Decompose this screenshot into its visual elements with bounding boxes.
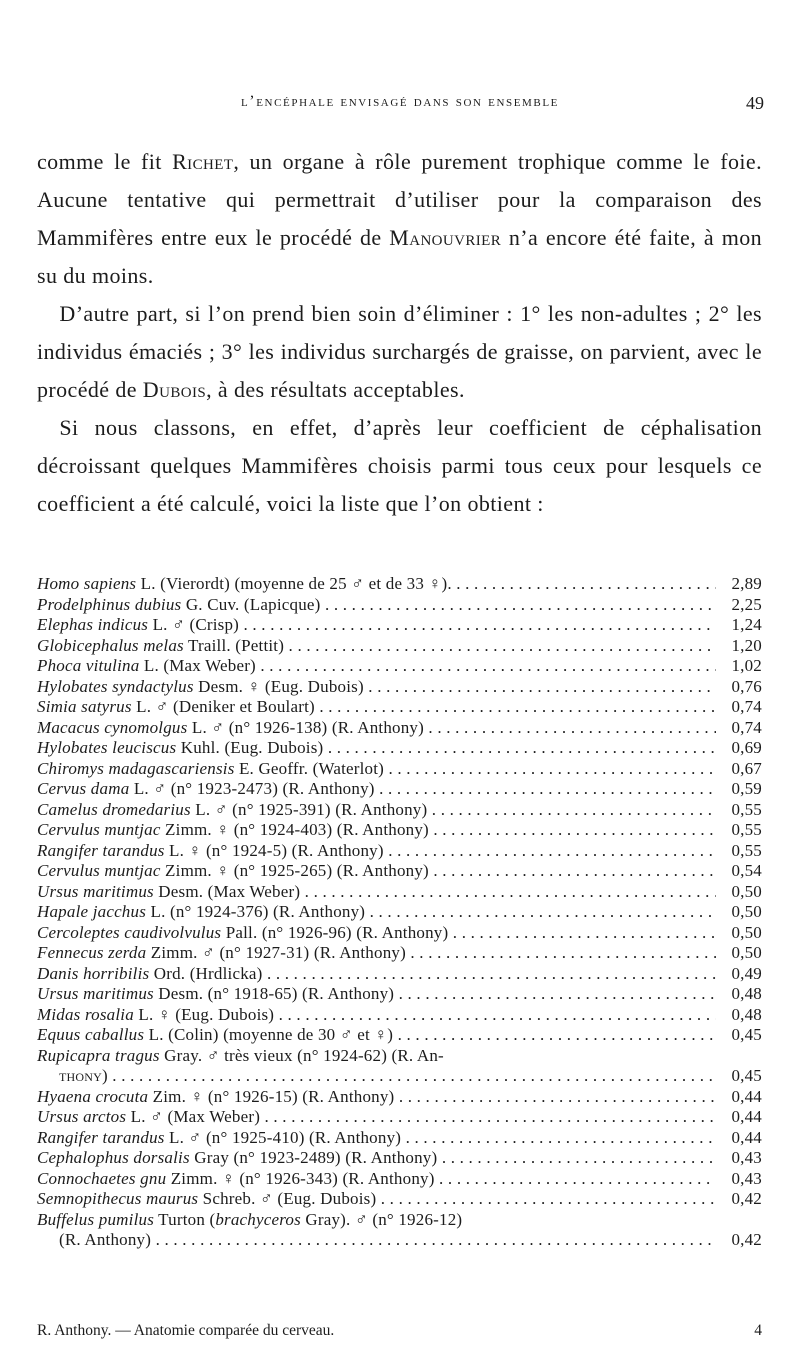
entry-details: Desm. (Max Weber) — [153, 881, 301, 901]
entry-details: L. ♂ (Crisp) — [148, 615, 240, 634]
coefficient-value: 1,24 — [731, 615, 762, 634]
list-item — [37, 820, 762, 841]
species-list — [37, 574, 762, 1251]
coefficient-value: 0,54 — [731, 861, 762, 880]
species-name: Hylobates syndactylus — [37, 676, 194, 696]
list-item — [37, 779, 762, 800]
entry-details: L. (n° 1924-376) (R. Anthony) — [146, 902, 366, 921]
coefficient-value: 0,42 — [731, 1230, 762, 1249]
species-name: Hyaena crocuta — [37, 1086, 149, 1106]
running-header — [0, 93, 800, 133]
list-item — [37, 800, 762, 821]
entry-details: G. Cuv. (Lapicque) — [181, 594, 321, 614]
species-name: Buffelus pumilus — [37, 1209, 155, 1229]
species-name: Hapale jacchus — [37, 902, 147, 921]
entry-details: L. ♂ (n° 1926-138) (R. Anthony) — [187, 717, 424, 737]
list-item — [37, 1005, 762, 1026]
species-name: Chiromys madagascariensis — [37, 758, 235, 778]
coefficient-value: 0,43 — [731, 1168, 762, 1188]
list-item — [37, 595, 762, 616]
entry-details: Desm. ♀ (Eug. Dubois) — [193, 676, 364, 696]
coefficient-value: 0,43 — [731, 1148, 762, 1167]
species-name: Cervus dama — [37, 779, 130, 798]
entry-details: Traill. (Pettit) — [183, 635, 285, 655]
species-name: Rangifer tarandus — [37, 840, 165, 860]
coefficient-value: 0,44 — [731, 1127, 762, 1147]
entry-details: Desm. (n° 1918-65) (R. Anthony) — [153, 984, 395, 1003]
coefficient-value: 0,42 — [731, 1189, 762, 1208]
coefficient-value: 0,55 — [731, 820, 762, 839]
list-item — [37, 636, 762, 657]
species-list-part-b — [37, 1087, 762, 1210]
species-name: Globicephalus melas — [37, 635, 184, 655]
paragraph-3: Si nous classons, en effet, d’après leur coefficient de céphalisation décroissant quelques Mammifères choisis parmi tous ceux pour lesquels ce coefficient a été calculé, voici la liste que l’on obtient : — [37, 415, 762, 516]
list-item — [37, 984, 762, 1005]
list-item — [37, 1087, 762, 1108]
author-name: Richet — [172, 149, 234, 174]
entry-details: Pall. (n° 1926-96) (R. Anthony) — [221, 922, 449, 942]
paragraph-1: comme le fit Richet, un organe à rôle purement trophique comme le foie. Aucune tentative qui permettrait d’utiliser pour la comparaison des Mammifères entre eux le procédé de Manouvrier n’a encore été faite, à mon su du moins. — [37, 149, 763, 288]
coefficient-value: 0,74 — [731, 697, 762, 716]
list-item — [37, 718, 762, 739]
entry-details: L. (Colin) (moyenne de 30 ♂ et ♀) — [144, 1025, 394, 1044]
list-item — [37, 882, 762, 903]
coefficient-value: 1,02 — [731, 656, 762, 675]
entry-details: L. ♂ (n° 1923-2473) (R. Anthony) — [129, 779, 375, 798]
entry-continuation: (R. Anthony) . . . — [59, 1230, 716, 1251]
list-item — [37, 943, 762, 964]
entry-details: Zimm. ♀ (n° 1925-265) (R. Anthony) — [160, 861, 429, 880]
list-item — [37, 1189, 762, 1210]
list-item — [37, 1107, 762, 1128]
species-name: Cercoleptes caudivolvulus — [37, 922, 222, 942]
coefficient-value: 0,45 — [731, 1066, 762, 1085]
list-item — [37, 677, 762, 698]
entry-details: Schreb. ♂ (Eug. Dubois) — [198, 1189, 377, 1208]
entry-details: L. (Max Weber) — [139, 656, 256, 675]
entry-details: Zimm. ♂ (n° 1927-31) (R. Anthony) — [146, 943, 406, 962]
species-name: Semnopithecus maurus — [37, 1189, 199, 1208]
coefficient-value: 0,50 — [731, 881, 762, 901]
coefficient-value: 0,44 — [731, 1086, 762, 1106]
list-item — [37, 861, 762, 882]
list-item — [37, 759, 762, 780]
list-item: Rupicapra tragus Gray. ♂ très vieux (n° 1924-62) (R. An- thony) . . . 0,45 — [37, 1046, 762, 1087]
species-name: Macacus cynomolgus — [37, 717, 188, 737]
coefficient-value: 0,76 — [731, 676, 762, 696]
entry-details: L. ♂ (Max Weber) — [126, 1107, 261, 1126]
coefficient-value: 0,55 — [731, 799, 762, 819]
entry-details: Zimm. ♀ (n° 1924-403) (R. Anthony) — [160, 820, 429, 839]
coefficient-value: 0,50 — [731, 943, 762, 962]
entry-details: Ord. (Hrdlicka) — [149, 963, 263, 983]
species-name: Homo sapiens — [37, 574, 137, 593]
coefficient-value: 0,48 — [731, 1004, 762, 1024]
species-list-part-a — [37, 574, 762, 1046]
entry-details: L. ♀ (n° 1924-5) (R. Anthony) — [164, 840, 384, 860]
entry-details: L. ♂ (Deniker et Boulart) — [131, 697, 315, 716]
coefficient-value: 0,55 — [731, 840, 762, 860]
species-name: Elephas indicus — [37, 615, 149, 634]
coefficient-value: 0,67 — [731, 758, 762, 778]
list-item: Buffelus pumilus Turton (brachyceros Gray). ♂ (n° 1926-12) (R. Anthony) . . . 0,42 — [37, 1210, 762, 1251]
coefficient-value: 1,20 — [731, 635, 762, 655]
list-item — [37, 964, 762, 985]
paragraph-2: D’autre part, si l’on prend bien soin d’éliminer : 1° les non-adultes ; 2° les individus émaciés ; 3° les individus surchargés de graisse, on parvient, avec le procédé de Dubois, à des résultats acceptables. — [37, 301, 762, 402]
species-name: Hylobates leuciscus — [37, 738, 177, 757]
list-item — [37, 615, 762, 636]
coefficient-value: 0,74 — [731, 717, 762, 737]
species-name: Equus caballus — [37, 1025, 145, 1044]
entry-details: L. (Vierordt) (moyenne de 25 ♂ et de 33 ♀). — [136, 574, 452, 593]
list-item — [37, 902, 762, 923]
list-item — [37, 738, 762, 759]
species-name: Midas rosalia — [37, 1004, 134, 1024]
species-name: Ursus maritimus — [37, 984, 154, 1003]
list-item — [37, 1025, 762, 1046]
coefficient-value: 0,48 — [731, 984, 762, 1003]
coefficient-value: 0,45 — [731, 1025, 762, 1044]
entry-details: Zimm. ♀ (n° 1926-343) (R. Anthony) — [166, 1168, 435, 1188]
list-item — [37, 1169, 762, 1190]
entry-details: L. ♂ (n° 1925-410) (R. Anthony) — [164, 1127, 402, 1147]
entry-continuation: thony) . . . — [59, 1066, 716, 1087]
species-name: Connochaetes gnu — [37, 1168, 167, 1188]
species-name: Ursus maritimus — [37, 881, 154, 901]
page-number: 49 — [746, 93, 764, 113]
author-name: Manouvrier — [389, 225, 502, 250]
species-name: Cephalophus dorsalis — [37, 1148, 190, 1167]
list-item — [37, 923, 762, 944]
list-item — [37, 574, 762, 595]
body-text — [37, 143, 762, 523]
coefficient-value: 0,69 — [731, 738, 762, 757]
species-name: Simia satyrus — [37, 697, 132, 716]
coefficient-value: 0,44 — [731, 1107, 762, 1126]
species-name: Danis horribilis — [37, 963, 150, 983]
page-footer — [37, 1322, 762, 1340]
entry-details: Kuhl. (Eug. Dubois) — [176, 738, 324, 757]
entry-details: Gray (n° 1923-2489) (R. Anthony) — [189, 1148, 438, 1167]
entry-details: Zim. ♀ (n° 1926-15) (R. Anthony) — [148, 1086, 395, 1106]
species-name: Ursus arctos — [37, 1107, 127, 1126]
species-name: Rupicapra tragus — [37, 1045, 160, 1065]
coefficient-value: 0,59 — [731, 779, 762, 798]
species-name: Fennecus zerda — [37, 943, 147, 962]
entry-details: L. ♀ (Eug. Dubois) — [133, 1004, 275, 1024]
species-name: Cervulus muntjac — [37, 861, 161, 880]
list-item — [37, 1128, 762, 1149]
list-item — [37, 697, 762, 718]
signature-mark: 4 — [754, 1322, 762, 1339]
species-name: Cervulus muntjac — [37, 820, 161, 839]
coefficient-value: 0,49 — [731, 963, 762, 983]
footer-citation: R. Anthony. — Anatomie comparée du cerveau. — [37, 1322, 335, 1339]
entry-details: L. ♂ (n° 1925-391) (R. Anthony) — [190, 799, 428, 819]
coefficient-value: 2,25 — [731, 594, 762, 614]
coefficient-value: 2,89 — [731, 574, 762, 593]
coefficient-value: 0,50 — [731, 902, 762, 921]
species-name: Camelus dromedarius — [37, 799, 191, 819]
running-title: l’encéphale envisagé dans son ensemble — [240, 93, 559, 110]
list-item — [37, 841, 762, 862]
list-item — [37, 1148, 762, 1169]
coefficient-value: 0,50 — [731, 922, 762, 942]
species-name: Prodelphinus dubius — [37, 594, 182, 614]
list-item — [37, 656, 762, 677]
entry-details: E. Geoffr. (Waterlot) — [234, 758, 385, 778]
species-name: Rangifer tarandus — [37, 1127, 165, 1147]
author-name: Dubois — [142, 377, 207, 402]
species-name: Phoca vitulina — [37, 656, 140, 675]
